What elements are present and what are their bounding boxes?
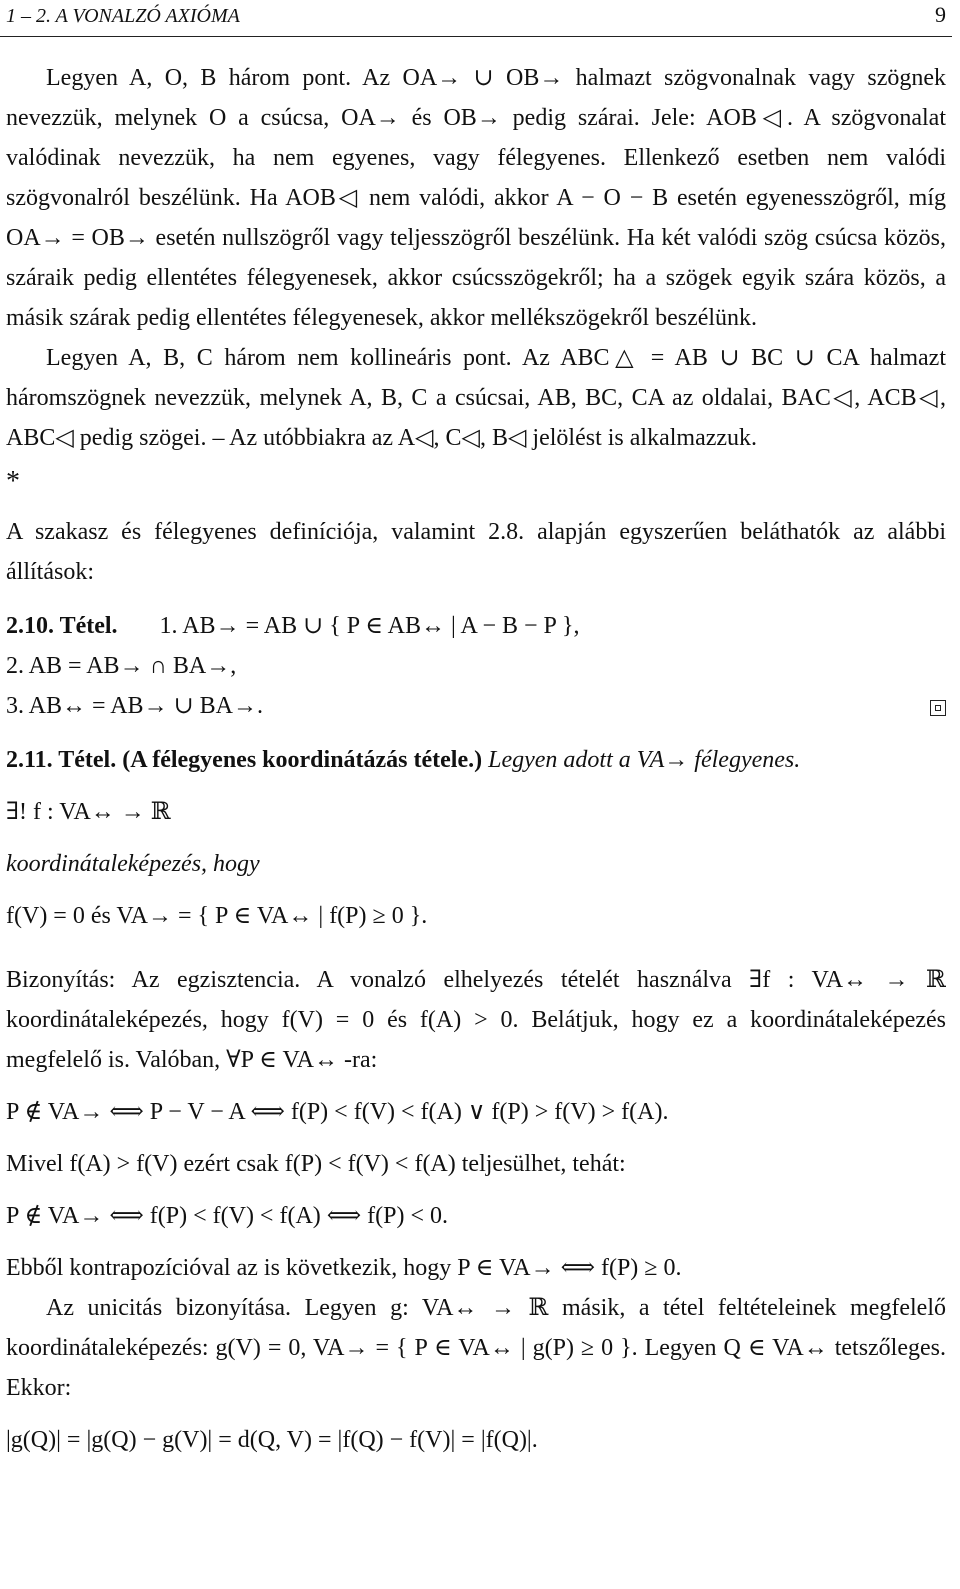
theorem-2-11-formula-2: f(V) = 0 és VA→ = { P ∈ VA↔ | f(P) ≥ 0 }. (6, 903, 428, 929)
proof-paragraph-3: Ebből kontrapozícióval az is következik, hogy P ∈ VA→ ⟺ f(P) ≥ 0. (6, 1255, 682, 1281)
theorem-2-11-text: koordinátaleképezés, hogy (6, 851, 260, 877)
theorem-2-10-label: 2.10. Tétel. (6, 613, 118, 639)
theorem-2-10 (6, 606, 946, 646)
proof-existence: Bizonyítás: Az egzisztencia. A vonalzó elhelyezés tételét használva ∃f : VA↔ → ℝ koordinátaleképezés, hogy f(V) = 0 és f(A) > 0. Belátjuk, hogy ez a koordinátaleképezés megfelelő is. Valóban, ∀P ∈ VA↔ -ra: (6, 967, 946, 1073)
theorem-2-10-item-1: 1. AB→ = AB ∪ { P ∈ AB↔ | A − B − P }, (159, 613, 580, 639)
paragraph-intro: A szakasz és félegyenes definíciója, valamint 2.8. alapján egyszerűen beláthatók az alábbi állítások: (6, 519, 946, 585)
paragraph-angle-definition: Legyen A, O, B három pont. Az OA→ ∪ OB→ halmazt szögvonalnak vagy szögnek nevezzük, melynek O a csúcsa, OA→ és OB→ pedig szárai. Jele: AOB◁. A szögvonalat valódinak nevezzük, ha nem egyenes, vagy félegyenes. Ellenkező esetben nem valódi szögvonalról beszélünk. Ha AOB◁ nem valódi, akkor A − O − B esetén egyenesszögről, míg OA→ = OB→ esetén nullszögről vagy teljesszögről beszélünk. Ha két valódi szög csúcsa közös, száraik pedig ellentétes félegyenesek, akkor csúcsszögekről; ha a szögek egyik szára közös, a másik szárak pedig ellentétes félegyenesek, akkor mellékszögekről beszélünk. (6, 65, 946, 331)
proof-uniqueness: Az unicitás bizonyítása. Legyen g: VA↔ → ℝ másik, a tétel feltételeinek megfelelő koordinátaleképezés: g(V) = 0, VA→ = { P ∈ VA↔ | g(P) ≥ 0 }. Legyen Q ∈ VA↔ tetszőleges. Ekkor: (6, 1295, 946, 1401)
theorem-2-10-item-3-row (6, 686, 946, 726)
section-title: 1 – 2. A VONALZÓ AXIÓMA (6, 5, 240, 27)
proof-formula-3: |g(Q)| = |g(Q) − g(V)| = d(Q, V) = |f(Q) − f(V)| = |f(Q)|. (6, 1427, 538, 1453)
running-header (0, 0, 952, 37)
theorem-2-10-item-3: 3. AB↔ = AB→ ∪ BA→. (6, 693, 264, 719)
section-separator: * (6, 466, 20, 497)
theorem-2-11 (6, 740, 946, 780)
proof-formula-1: P ∉ VA→ ⟺ P − V − A ⟺ f(P) < f(V) < f(A) ∨ f(P) > f(V) > f(A). (6, 1099, 669, 1125)
theorem-2-11-statement: Legyen adott a VA→ félegyenes. (488, 747, 801, 773)
proof-formula-2: P ∉ VA→ ⟺ f(P) < f(V) < f(A) ⟺ f(P) < 0. (6, 1203, 449, 1229)
theorem-2-10-item-2: 2. AB = AB→ ∩ BA→, (6, 653, 237, 679)
end-of-proof-icon (930, 700, 946, 716)
proof-paragraph-2: Mivel f(A) > f(V) ezért csak f(P) < f(V) < f(A) teljesülhet, tehát: (6, 1151, 626, 1177)
theorem-2-11-formula-1: ∃! f : VA↔ → ℝ (6, 799, 171, 825)
theorem-2-11-label: 2.11. Tétel. (A félegyenes koordinátázás tétele.) (6, 747, 483, 773)
page-number: 9 (935, 2, 946, 27)
paragraph-triangle-definition: Legyen A, B, C három nem kollineáris pont. Az ABC△ = AB ∪ BC ∪ CA halmazt háromszögnek nevezzük, melynek A, B, C a csúcsai, AB, BC, CA az oldalai, BAC◁, ACB◁, ABC◁ pedig szögei. – Az utóbbiakra az A◁, C◁, B◁ jelölést is alkalmazzuk. (6, 345, 946, 451)
page-body (6, 58, 946, 1472)
